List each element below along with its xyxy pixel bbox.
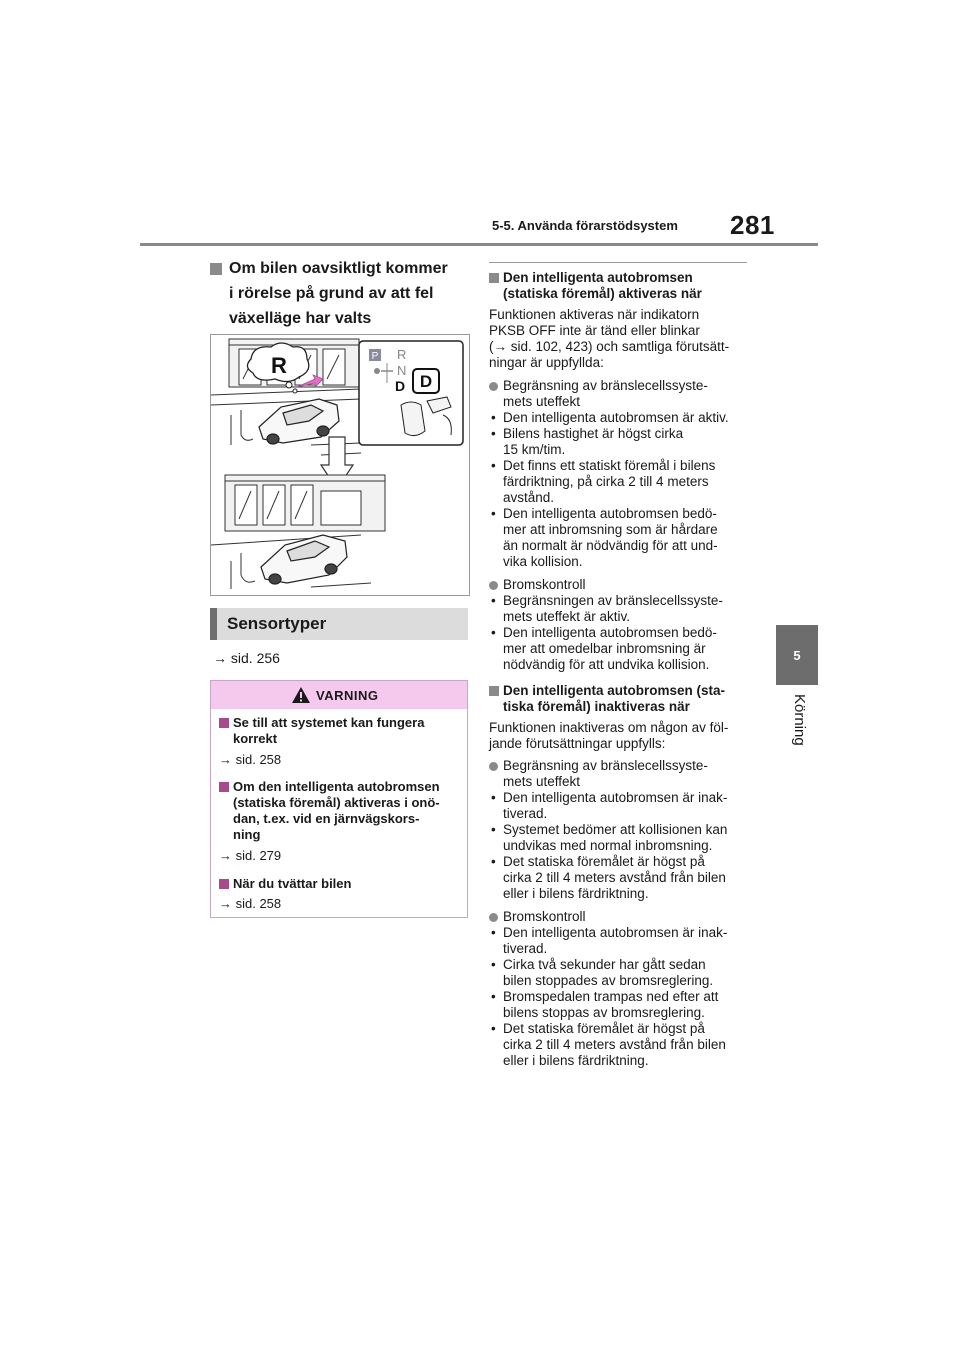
chapter-label-wrap [782, 694, 812, 764]
list-item-text: än normalt är nödvändig för att und- [503, 538, 718, 553]
condition-group [489, 378, 747, 570]
heading-line: tiska föremål) inaktiveras när [503, 699, 690, 714]
list-item-text: tiverad. [503, 941, 548, 956]
gear-r: R [397, 347, 407, 362]
list-item [489, 506, 747, 570]
list-item-text: cirka 2 till 4 meters avstånd från bilen [503, 870, 726, 885]
list-item-text: Den intelligenta autobromsen är aktiv. [503, 410, 729, 425]
list-item-text: Systemet bedömer att kollisionen kan [503, 822, 728, 837]
chapter-label: Körning [791, 694, 808, 746]
bullet-dot-icon [489, 382, 498, 391]
sensor-ref-link[interactable]: → sid. 256 [213, 650, 280, 666]
list-item-text: mer att inbromsning som är hårdare [503, 522, 718, 537]
right-heading-deactivate [489, 683, 747, 715]
warning-ref-link[interactable]: → sid. 258 [219, 752, 282, 767]
warning-section-title: Se till att systemet kan fungera [233, 715, 425, 730]
warning-section-title: ning [233, 827, 261, 842]
list-item-text: Det statiska föremålet är högst på [503, 1021, 705, 1036]
paragraph-line: Funktionen aktiveras när indikatorn [489, 307, 700, 322]
paragraph-activate [489, 307, 747, 371]
heading-line: Om bilen oavsiktligt kommer [229, 260, 448, 277]
chapter-number: 5 [793, 647, 801, 663]
warning-box [210, 680, 468, 918]
bullet-dot-icon [489, 581, 498, 590]
warning-triangle-icon [291, 686, 311, 704]
list-item [489, 790, 747, 822]
heading-square-icon [210, 263, 222, 275]
sensor-types-header [210, 608, 468, 640]
list-item-text: Bilens hastighet är högst cirka [503, 426, 684, 441]
bullet-dot-icon [489, 762, 498, 771]
warning-label: VARNING [316, 688, 379, 703]
group-title: Bromskontroll [503, 909, 586, 924]
warning-section-title: När du tvättar bilen [233, 876, 352, 891]
heading-line: Den intelligenta autobromsen (sta- [503, 683, 726, 698]
list-item-text: vika kollision. [503, 554, 583, 569]
heading-line: Den intelligenta autobromsen [503, 270, 693, 285]
list-item-text: avstånd. [503, 490, 555, 505]
heading-square-icon [489, 686, 499, 696]
heading-square-icon [489, 273, 499, 283]
warning-ref-link[interactable]: → sid. 279 [219, 848, 282, 863]
list-item [489, 854, 747, 902]
condition-group [489, 577, 747, 673]
list-item-text: cirka 2 till 4 meters avstånd från bilen [503, 1037, 726, 1052]
warning-square-icon [219, 718, 229, 728]
paragraph-line: PKSB OFF inte är tänd eller blinkar [489, 323, 700, 338]
list-item [489, 989, 747, 1021]
list-item [489, 410, 747, 426]
heading-line: växelläge har valts [229, 310, 372, 327]
warning-square-icon [219, 879, 229, 889]
heading-line: i rörelse på grund av att fel [229, 285, 434, 302]
right-heading-activate [489, 270, 747, 302]
list-item-text: Det statiska föremålet är högst på [503, 854, 705, 869]
page-number: 281 [730, 210, 775, 240]
group-title: Bromskontroll [503, 577, 586, 592]
condition-group [489, 758, 747, 902]
list-item-text: färdriktning, på cirka 2 till 4 meters [503, 474, 709, 489]
list-item-text: mets uteffekt är aktiv. [503, 609, 631, 624]
warning-section-title: Om den intelligenta autobromsen [233, 779, 440, 794]
list-item-text: undvikas med normal inbromsning. [503, 838, 713, 853]
list-item-text: Det finns ett statiskt föremål i bilens [503, 458, 716, 473]
warning-section [219, 715, 464, 747]
list-item-text: nödvändig för att undvika kollision. [503, 657, 710, 672]
gear-n: N [397, 363, 407, 378]
list-item [489, 822, 747, 854]
chapter-tab[interactable] [776, 625, 818, 685]
list-item-text: Den intelligenta autobromsen är inak- [503, 790, 728, 805]
paragraph-line: ningar är uppfyllda: [489, 355, 604, 370]
illustration [210, 334, 470, 596]
list-item-text: mer att omedelbar inbromsning är [503, 641, 706, 656]
list-item [489, 925, 747, 957]
badge-r: R [271, 353, 287, 378]
warning-section-title: (statiska föremål) aktiveras i onö- [233, 795, 440, 810]
list-item-text: bilen stoppades av bromsreglering. [503, 973, 714, 988]
list-item-text: Den intelligenta autobromsen bedö- [503, 625, 717, 640]
list-item [489, 458, 747, 506]
gear-p: P [371, 351, 379, 362]
list-item [489, 426, 747, 458]
paragraph-line: jande förutsättningar uppfylls: [489, 736, 666, 751]
list-item-text: Cirka två sekunder har gått sedan [503, 957, 706, 972]
condition-group [489, 909, 747, 1069]
list-item-text: eller i bilens färdriktning. [503, 886, 649, 901]
group-title: mets uteffekt [503, 394, 581, 409]
list-item [489, 1021, 747, 1069]
paragraph-deactivate [489, 720, 747, 752]
parking-illustration [211, 335, 469, 595]
list-item-text: Begränsningen av bränslecellssyste- [503, 593, 723, 608]
list-item-text: bilens stoppas av bromsreglering. [503, 1005, 705, 1020]
heading-line: (statiska föremål) aktiveras när [503, 286, 702, 301]
warning-ref-link[interactable]: → sid. 258 [219, 896, 282, 911]
section-title: 5-5. Använda förarstödsystem [492, 218, 678, 233]
badge-d: D [419, 372, 433, 391]
warning-section [219, 779, 464, 843]
warning-section-title: korrekt [233, 731, 278, 746]
list-item-text: eller i bilens färdriktning. [503, 1053, 649, 1068]
gear-d: D [395, 378, 406, 394]
list-item-text: Den intelligenta autobromsen bedö- [503, 506, 717, 521]
gear-inset [359, 341, 463, 445]
list-item-text: Den intelligenta autobromsen är inak- [503, 925, 728, 940]
right-top-rule [489, 262, 747, 263]
list-item-text: tiverad. [503, 806, 548, 821]
left-heading [210, 256, 470, 331]
list-item [489, 957, 747, 989]
warning-header [211, 681, 467, 709]
list-item-text: 15 km/tim. [503, 442, 566, 457]
list-item-text: Bromspedalen trampas ned efter att [503, 989, 719, 1004]
paragraph-line: Funktionen inaktiveras om någon av föl- [489, 720, 729, 735]
paragraph-line: (→ sid. 102, 423) och samtliga förutsätt- [489, 339, 730, 354]
warning-section [219, 876, 464, 892]
header-rule [140, 243, 818, 246]
list-item [489, 593, 747, 625]
group-title: mets uteffekt [503, 774, 581, 789]
bullet-dot-icon [489, 913, 498, 922]
warning-square-icon [219, 782, 229, 792]
group-title: Begränsning av bränslecellssyste- [503, 378, 708, 393]
group-title: Begränsning av bränslecellssyste- [503, 758, 708, 773]
warning-section-title: dan, t.ex. vid en järnvägskors- [233, 811, 420, 826]
sensor-types-title: Sensortyper [227, 614, 327, 633]
list-item [489, 625, 747, 673]
